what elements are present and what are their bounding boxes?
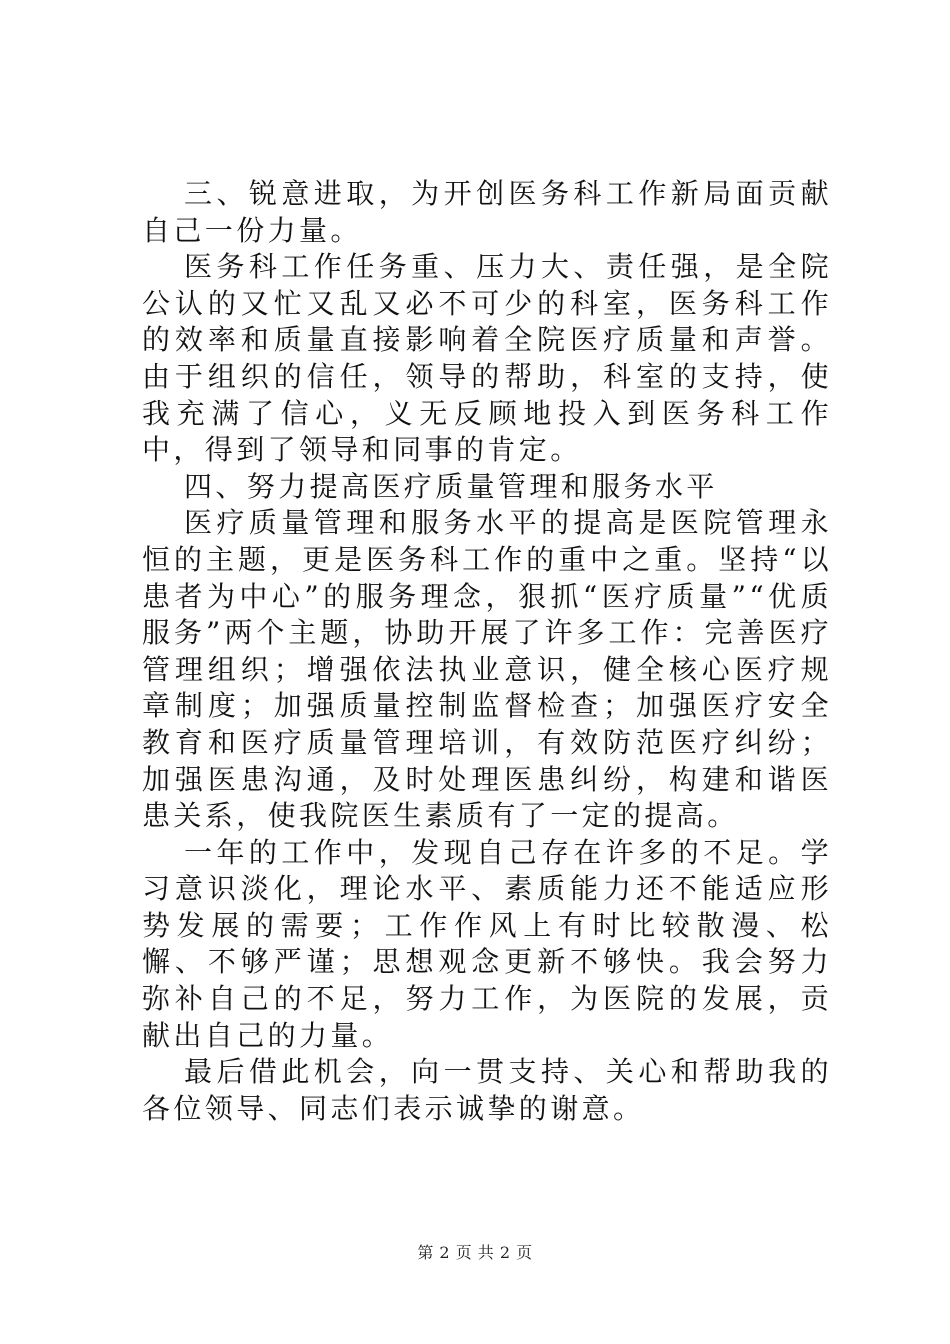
paragraph-shortcomings: 一年的工作中，发现自己存在许多的不足。学习意识淡化，理论水平、素质能力还不能适应形势发展的需要；工作作风上有时比较散漫、松懈、不够严谨；思想观念更新不够快。我会努力弥补自己的不足，努力工作，为医院的发展，贡献出自己的力量。 [142,835,832,1052]
section-heading-three: 三、锐意进取，为开创医务科工作新局面贡献自己一份力量。 [142,177,832,247]
paragraph-medical-affairs-role: 医务科工作任务重、压力大、责任强，是全院公认的又忙又乱又必不可少的科室，医务科工作的效率和质量直接影响着全院医疗质量和声誉。由于组织的信任，领导的帮助，科室的支持，使我充满了信心，义无反顾地投入到医务科工作中，得到了领导和同事的肯定。 [142,250,832,467]
paragraph-quality-management: 医疗质量管理和服务水平的提高是医院管理永恒的主题，更是医务科工作的重中之重。坚持“以患者为中心”的服务理念，狠抓“医疗质量”“优质服务”两个主题，协助开展了许多工作：完善医疗管理组织；增强依法执业意识，健全核心医疗规章制度；加强质量控制监督检查；加强医疗安全教育和医疗质量管理培训，有效防范医疗纠纷；加强医患沟通，及时处理医患纠纷，构建和谐医患关系，使我院医生素质有了一定的提高。 [142,506,832,833]
paragraph-thanks: 最后借此机会，向一贯支持、关心和帮助我的各位领导、同志们表示诚挚的谢意。 [142,1055,832,1125]
page-number-footer: 第 2 页 共 2 页 [417,1243,533,1262]
document-body [142,176,832,1127]
section-heading-four: 四、努力提高医疗质量管理和服务水平 [184,469,718,503]
